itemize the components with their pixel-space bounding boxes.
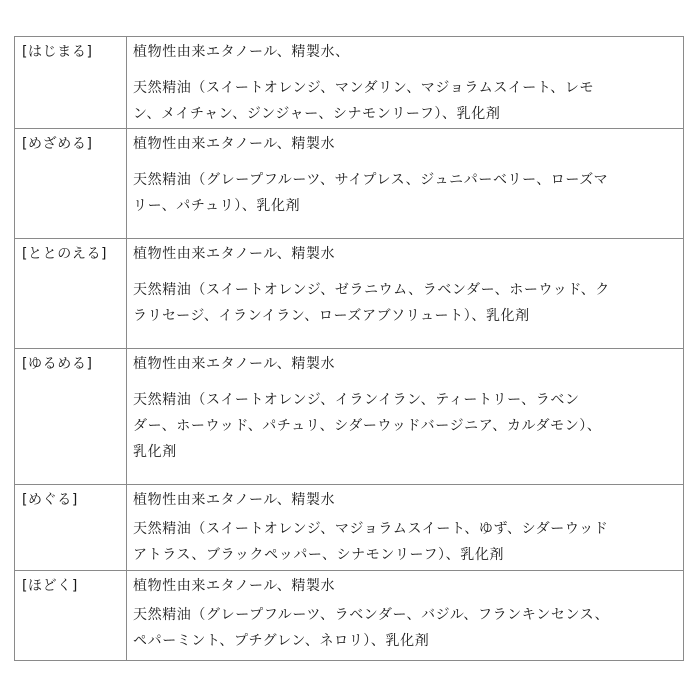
oil-ingredients-line: 天然精油（スイートオレンジ、マジョラムスイート、ゆず、シダーウッド <box>133 521 609 537</box>
oil-ingredients-line: ン、メイチャン、ジンジャー、シナモンリーフ）、乳化剤 <box>133 106 501 122</box>
table-row <box>15 485 684 571</box>
table-row <box>15 37 684 129</box>
product-name-cell <box>15 129 127 239</box>
ingredients-table <box>14 36 684 661</box>
oil-ingredients-line: 乳化剤 <box>133 444 177 460</box>
oil-ingredients-line: ペパーミント、プチグレン、ネロリ）、乳化剤 <box>133 633 430 649</box>
product-name: [はじまる] <box>22 44 93 60</box>
product-name: [ゆるめる] <box>22 356 93 372</box>
base-ingredients: 植物性由来エタノール、精製水 <box>133 136 336 152</box>
oil-ingredients-line: ラリセージ、イランイラン、ローズアブソリュート）、乳化剤 <box>133 308 530 324</box>
oil-ingredients-line: 天然精油（グレープフルーツ、サイプレス、ジュニパーベリー、ローズマ <box>133 172 609 188</box>
oil-ingredients-line: 天然精油（グレープフルーツ、ラベンダー、バジル、フランキンセンス、 <box>133 607 610 623</box>
base-ingredients: 植物性由来エタノール、精製水 <box>133 492 336 508</box>
ingredients-cell <box>127 571 684 661</box>
product-name: [めざめる] <box>22 136 93 152</box>
table-row <box>15 349 684 485</box>
table-row <box>15 239 684 349</box>
oil-ingredients-line: 天然精油（スイートオレンジ、イランイラン、ティートリー、ラベン <box>133 392 580 408</box>
ingredients-cell <box>127 37 684 129</box>
base-ingredients: 植物性由来エタノール、精製水、 <box>133 44 350 60</box>
oil-ingredients-line: 天然精油（スイートオレンジ、マンダリン、マジョラムスイート、レモ <box>133 80 595 96</box>
product-name: [ほどく] <box>22 578 78 594</box>
product-name: [めぐる] <box>22 492 78 508</box>
ingredients-cell <box>127 485 684 571</box>
base-ingredients: 植物性由来エタノール、精製水 <box>133 356 336 372</box>
oil-ingredients-line: 天然精油（スイートオレンジ、ゼラニウム、ラベンダー、ホーウッド、ク <box>133 282 610 298</box>
ingredients-cell <box>127 129 684 239</box>
table-row <box>15 129 684 239</box>
product-name-cell <box>15 349 127 485</box>
product-name-cell <box>15 485 127 571</box>
oil-ingredients-line: リー、パチュリ）、乳化剤 <box>133 198 301 214</box>
oil-ingredients-line: アトラス、ブラックペッパー、シナモンリーフ）、乳化剤 <box>133 547 505 563</box>
base-ingredients: 植物性由来エタノール、精製水 <box>133 578 336 594</box>
product-name-cell <box>15 571 127 661</box>
product-name-cell <box>15 37 127 129</box>
ingredients-cell <box>127 239 684 349</box>
table-row <box>15 571 684 661</box>
product-name-cell <box>15 239 127 349</box>
base-ingredients: 植物性由来エタノール、精製水 <box>133 246 336 262</box>
ingredients-cell <box>127 349 684 485</box>
product-name: [ととのえる] <box>22 246 108 262</box>
oil-ingredients-line: ダー、ホーウッド、パチュリ、シダーウッドバージニア、カルダモン）、 <box>133 418 602 434</box>
